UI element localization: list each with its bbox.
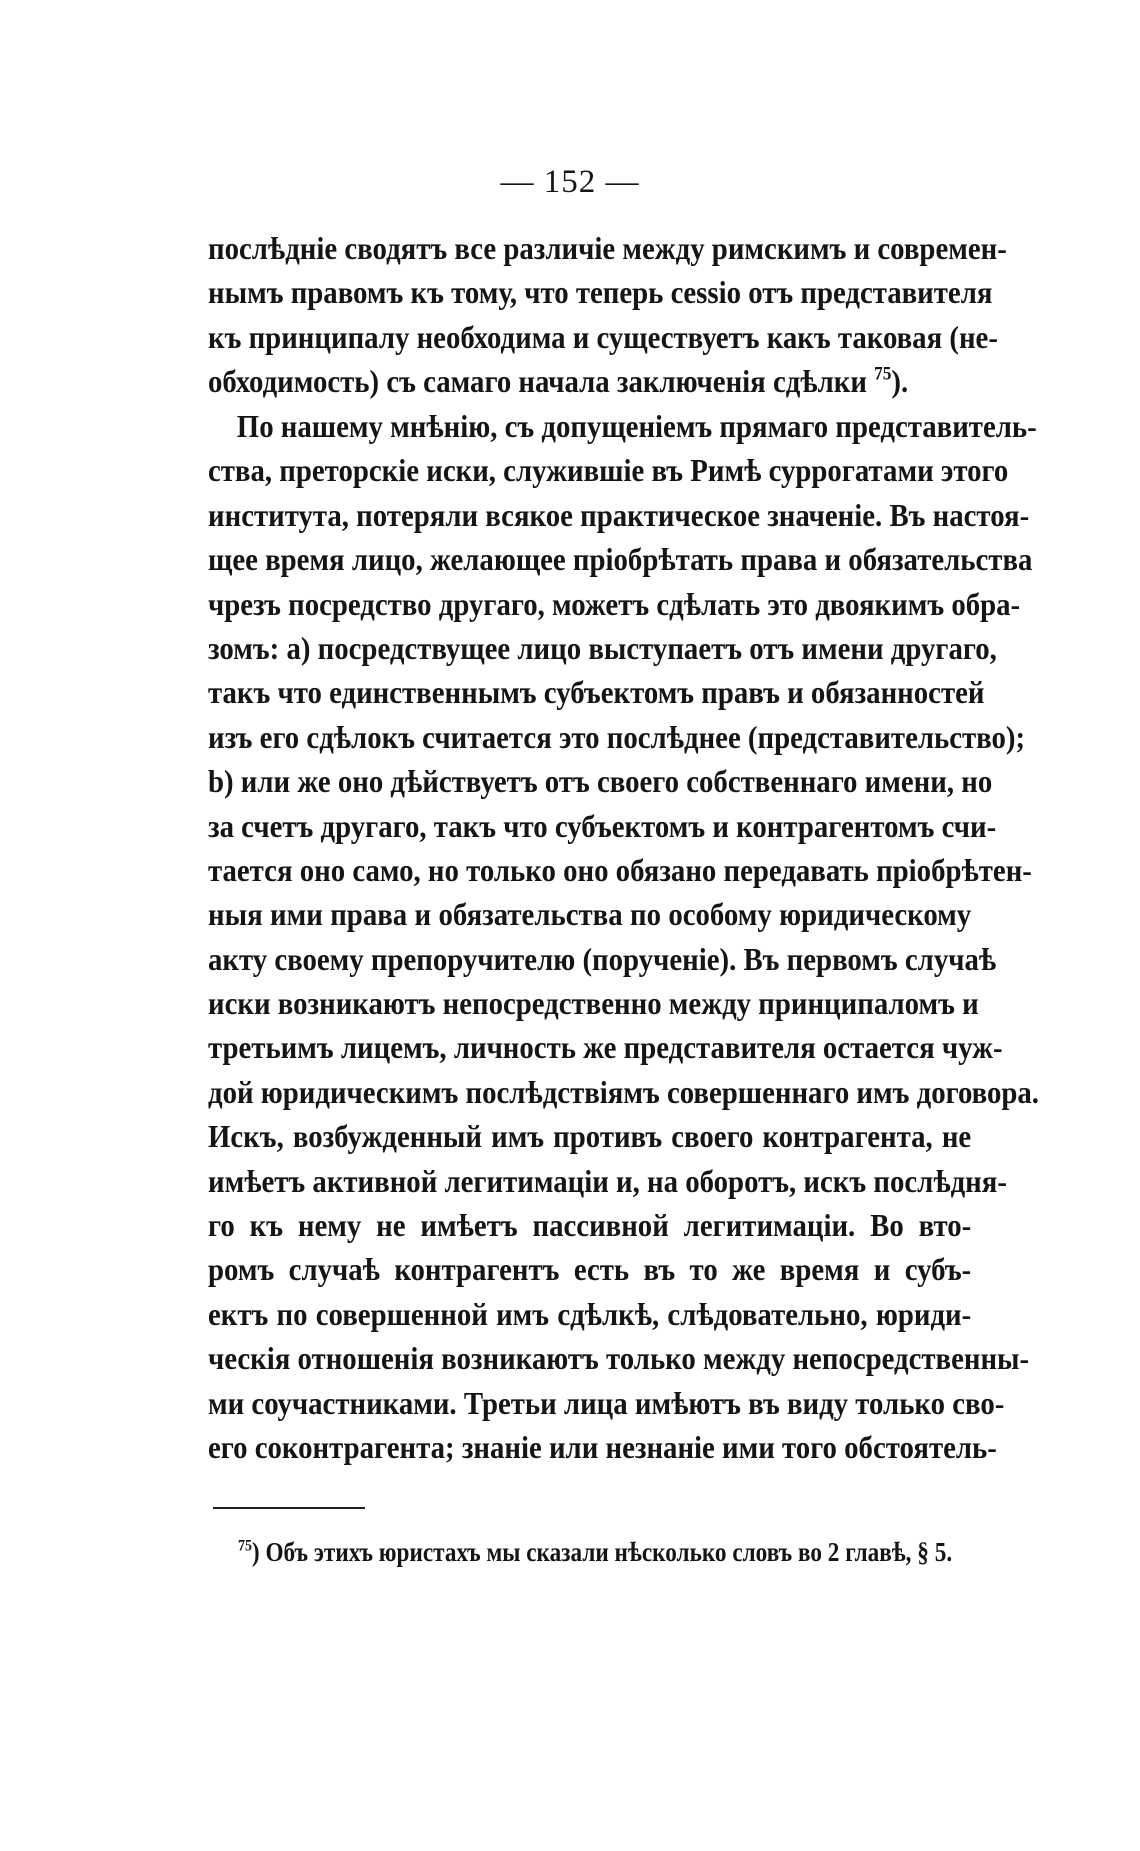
footnote-divider [213, 1507, 365, 1509]
footnote-reference: 75 [874, 363, 892, 385]
text-line: нымъ правомъ къ тому, что теперь cessio отъ представителя [208, 274, 993, 311]
text-line: его соконтрагента; знаніе или незнаніе ими того обстоятель- [208, 1428, 997, 1465]
paragraph-continuation [208, 226, 1007, 404]
text-line: зомъ: a) посредствущее лицо выступаетъ отъ имени другаго, [208, 629, 997, 666]
text-line: иски возникаютъ непосредственно между принципаломъ и [208, 985, 979, 1022]
text-line: такъ что единственнымъ субъектомъ правъ и обязанностей [208, 674, 985, 711]
text-line: ми соучастниками. Третьи лица имѣютъ въ виду только сво- [208, 1384, 1005, 1421]
text-line: ромъ случаѣ контрагентъ есть въ то же время и субъ- [208, 1251, 972, 1288]
page-number: — 152 — [500, 164, 640, 200]
text-line: щее время лицо, желающее пріобрѣтать права и обязательства [208, 541, 1033, 578]
text-line: чрезъ посредство другаго, можетъ сдѣлать это двоякимъ обра- [208, 585, 1021, 622]
text-line: дой юридическимъ послѣдствіямъ совершеннаго имъ договора. [208, 1073, 1040, 1110]
text-line-tail: ). [891, 363, 909, 400]
text-line: ческія отношенія возникаютъ только между непосредственны- [208, 1340, 1030, 1377]
text-line: послѣдніе сводятъ все различіе между римскимъ и современ- [208, 230, 1007, 266]
text-line: Искъ, возбужденный имъ противъ своего контрагента, не [208, 1118, 972, 1155]
text-line: го къ нему не имѣетъ пассивной легитимаціи. Во вто- [208, 1207, 972, 1244]
text-line: ектъ по совершенной имъ сдѣлкѣ, слѣдовательно, юриди- [208, 1295, 972, 1332]
paragraph-main [208, 404, 1040, 1469]
text-line: ства, преторскіе иски, служившіе въ Римѣ суррогатами этого [208, 452, 1009, 489]
text-line: ныя ими права и обязательства по особому юридическому [208, 896, 972, 933]
text-line [208, 359, 971, 403]
footnote [238, 1537, 952, 1568]
text-line: къ принципалу необходима и существуетъ какъ таковая (не- [208, 318, 998, 355]
text-line: третьимъ лицемъ, личность же представителя остается чуж- [208, 1029, 1003, 1066]
text-line: акту своему препоручителю (порученіе). Въ первомъ случаѣ [208, 940, 997, 977]
footnote-text: ) Объ этихъ юристахъ мы сказали нѣсколько словъ во 2 главѣ, § 5. [251, 1537, 953, 1567]
text-line: изъ его сдѣлокъ считается это послѣднее (представительство); [208, 718, 1026, 755]
text-line: По нашему мнѣнію, съ допущеніемъ прямаго представитель- [236, 408, 1037, 444]
text-line: института, потеряли всякое практическое значеніе. Въ настоя- [208, 496, 1030, 533]
text-line: тается оно само, но только оно обязано передавать пріобрѣтен- [208, 851, 1032, 888]
text-line: за счетъ другаго, такъ что субъектомъ и контрагентомъ счи- [208, 807, 997, 844]
text-line: имѣетъ активной легитимаціи и, на оборотъ, искъ послѣдня- [208, 1162, 1007, 1199]
text-line-content: обходимость) съ самаго начала заключенія сдѣлки [208, 363, 867, 400]
text-line: b) или же оно дѣйствуетъ отъ своего собственнаго имени, но [208, 763, 993, 800]
footnote-marker: 75 [238, 1536, 252, 1555]
